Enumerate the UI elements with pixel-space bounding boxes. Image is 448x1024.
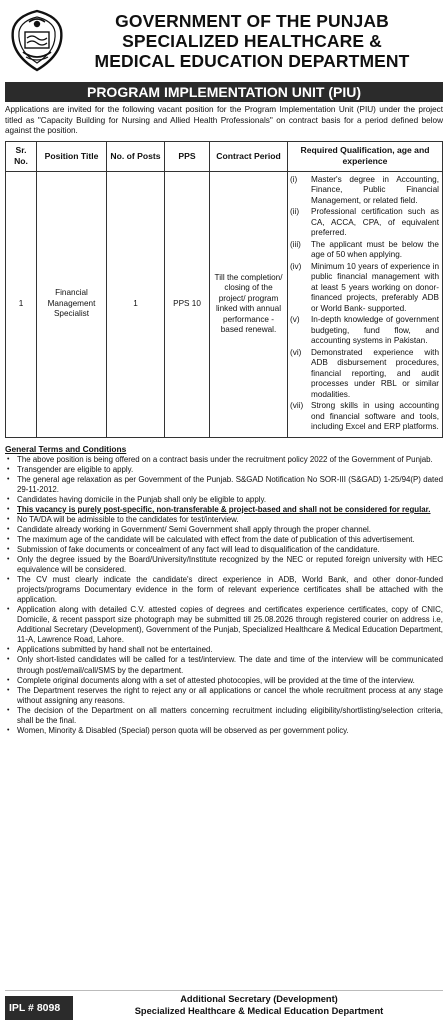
terms-list-item (5, 575, 443, 605)
qualification-item: (iv) Minimum 10 years of experience in public financial management with at least 5 years working on donor- financed projects, preferably ADB or World Bank- supported. (290, 261, 439, 313)
bullet-icon: • (7, 505, 10, 513)
terms-list-item (5, 645, 443, 655)
terms-list-item (5, 455, 443, 465)
terms-item-text: Submission of fake documents or concealment of any fact will lead to disqualification of the candidature. (17, 544, 380, 554)
header-contract-period: Contract Period (210, 141, 288, 171)
terms-item-text: Applications submitted by hand shall not be entertained. (17, 645, 213, 655)
bullet-icon: • (7, 515, 10, 523)
signatory-title: Additional Secretary (Development) (180, 994, 338, 1004)
bullet-icon: • (7, 686, 10, 694)
terms-item-text: The CV must clearly indicate the candidate's direct experience in ADB, World Bank, and other donor-funded projects/programs Documentary evidence in the form of relevant experience certificates shall be attached with the application. (17, 575, 443, 605)
unit-title-bar: PROGRAM IMPLEMENTATION UNIT (PIU) (5, 82, 443, 102)
cell-no-of-posts: 1 (107, 171, 165, 437)
terms-item-text: Candidates having domicile in the Punjab shall only be eligible to apply. (17, 494, 267, 504)
terms-list-item (5, 475, 443, 495)
title-line-3: MEDICAL EDUCATION DEPARTMENT (94, 51, 410, 71)
bullet-icon: • (7, 495, 10, 503)
terms-item-text: Transgender are eligible to apply. (17, 464, 134, 474)
cell-qualifications (288, 171, 443, 437)
terms-item-text: Only short-listed candidates will be called for a test/interview. The date and time of the interview will be communicated through post/email/call/SMS by the department. (17, 655, 443, 675)
bullet-icon: • (7, 646, 10, 654)
header-required-qualification: Required Qualification, age and experience (288, 141, 443, 171)
header-no-of-posts: No. of Posts (107, 141, 165, 171)
bullet-icon: • (7, 475, 10, 483)
header-position-title: Position Title (37, 141, 107, 171)
terms-list-item (5, 706, 443, 726)
terms-list-item (5, 686, 443, 706)
terms-item-text: Complete original documents along with a set of attested photocopies, will be provided at the time of the interview. (17, 675, 415, 685)
terms-item-text: The general age relaxation as per Government of the Punjab. S&GAD Notification No SOR-III (S&GAD) 1-25/94(P) dated 29-11-2012. (17, 474, 443, 494)
terms-list-item (5, 545, 443, 555)
header-sr-no: Sr. No. (6, 141, 37, 171)
intro-paragraph: Applications are invited for the following vacant position for the Program Implementation Unit (PIU) under the project titled as "Capacity Building for Nursing and Allied Health Professionals" on contract basis for a period defined below against the position. (5, 105, 443, 135)
bullet-icon: • (7, 545, 10, 553)
terms-list-item (5, 495, 443, 505)
terms-item-text: This vacancy is purely post-specific, non-transferable & project-based and shall not be considered for regular. (17, 504, 431, 514)
department-title (67, 11, 443, 71)
bullet-icon: • (7, 676, 10, 684)
cell-pps: PPS 10 (165, 171, 210, 437)
punjab-emblem-icon (7, 8, 67, 74)
bullet-icon: • (7, 656, 10, 664)
bullet-icon: • (7, 576, 10, 584)
bullet-icon: • (7, 556, 10, 564)
terms-list-item (5, 555, 443, 575)
bullet-icon: • (7, 535, 10, 543)
terms-list-item (5, 505, 443, 515)
terms-title: General Terms and Conditions (5, 443, 127, 454)
title-line-2: SPECIALIZED HEALTHCARE & (122, 31, 382, 51)
qualification-item: (v) In-depth knowledge of government budgeting, fund flow, and accounting systems in Pakistan. (290, 315, 439, 345)
header (5, 4, 443, 78)
qualification-item: (ii) Professional certification such as CA, ACCA, CPA, of equivalent preferred. (290, 207, 439, 237)
bullet-icon: • (7, 706, 10, 714)
terms-item-text: The above position is being offered on a contract basis under the recruitment policy 2022 of the Government of Punjab. (17, 454, 433, 464)
terms-item-text: Women, Minority & Disabled (Special) person quota will be observed as per government policy. (17, 725, 349, 735)
bullet-icon: • (7, 606, 10, 614)
signatory (75, 993, 443, 1017)
terms-list-item (5, 465, 443, 475)
table-row (6, 171, 443, 437)
title-line-1: GOVERNMENT OF THE PUNJAB (115, 11, 389, 31)
table-header-row (6, 141, 443, 171)
terms-list-item (5, 515, 443, 525)
qualification-item: (vii) Strong skills in using accounting ond financial software and tools, including Excel and ERP platforms. (290, 401, 439, 431)
terms-list-item (5, 726, 443, 736)
cell-position-title: Financial Management Specialist (37, 171, 107, 437)
bullet-icon: • (7, 525, 10, 533)
footer (5, 990, 443, 1020)
terms-item-text: The maximum age of the candidate will be calculated with effect from the date of publication of this advertisement. (17, 534, 415, 544)
terms-item-text: Only the degree issued by the Board/University/Institute recognized by the NEC or reputed foreign university with HEC equivalence will be considered. (17, 555, 443, 575)
terms-item-text: No TA/DA will be admissible to the candidates for test/interview. (17, 514, 239, 524)
cell-sr-no: 1 (6, 171, 37, 437)
bullet-icon: • (7, 465, 10, 473)
terms-list-item (5, 605, 443, 645)
ipl-number: IPL # 8098 (5, 996, 73, 1020)
terms-item-text: The Department reserves the right to reject any or all applications or cancel the whole recruitment process at any stage without assigning any reasons. (17, 685, 443, 705)
header-pps: PPS (165, 141, 210, 171)
terms-section (5, 444, 443, 736)
qualification-item: (vi) Demonstrated experience with ADB disbursement procedures, financial reporting, and audit processes under RBL or similar modalities. (290, 347, 439, 399)
terms-list-item (5, 676, 443, 686)
terms-list-item (5, 655, 443, 675)
bullet-icon: • (7, 455, 10, 463)
qualification-item: (iii) The applicant must be below the age of 50 when applying. (290, 239, 439, 259)
terms-item-text: Candidate already working in Government/ Semi Government shall apply through the proper channel. (17, 524, 371, 534)
terms-list-item (5, 535, 443, 545)
qualification-item: (i) Master's degree in Accounting, Finance, Public Financial Management, or related field. (290, 174, 439, 205)
cell-contract-period: Till the completion/ closing of the project/ program linked with annual performance -based renewal. (210, 171, 288, 437)
positions-table (5, 141, 443, 438)
signatory-department: Specialized Healthcare & Medical Education Department (134, 1006, 384, 1016)
terms-item-text: The decision of the Department on all matters concerning recruitment including eligibility/shortlisting/selection criteria, shall be the final. (17, 705, 443, 725)
bullet-icon: • (7, 726, 10, 734)
terms-list (5, 455, 443, 736)
terms-item-text: Application along with detailed C.V. attested copies of degrees and certificates experience certificates, copy of CNIC, Domicile, & recent passport size photograph may be submitted till 25.08.2026 through registered courier on address i.e, Additional Secretary (Development), Government of the Punjab, Specialized Healthcare & Medical Education Department, 11-A, Lawrence Road, Lahore. (17, 605, 443, 645)
terms-list-item (5, 525, 443, 535)
